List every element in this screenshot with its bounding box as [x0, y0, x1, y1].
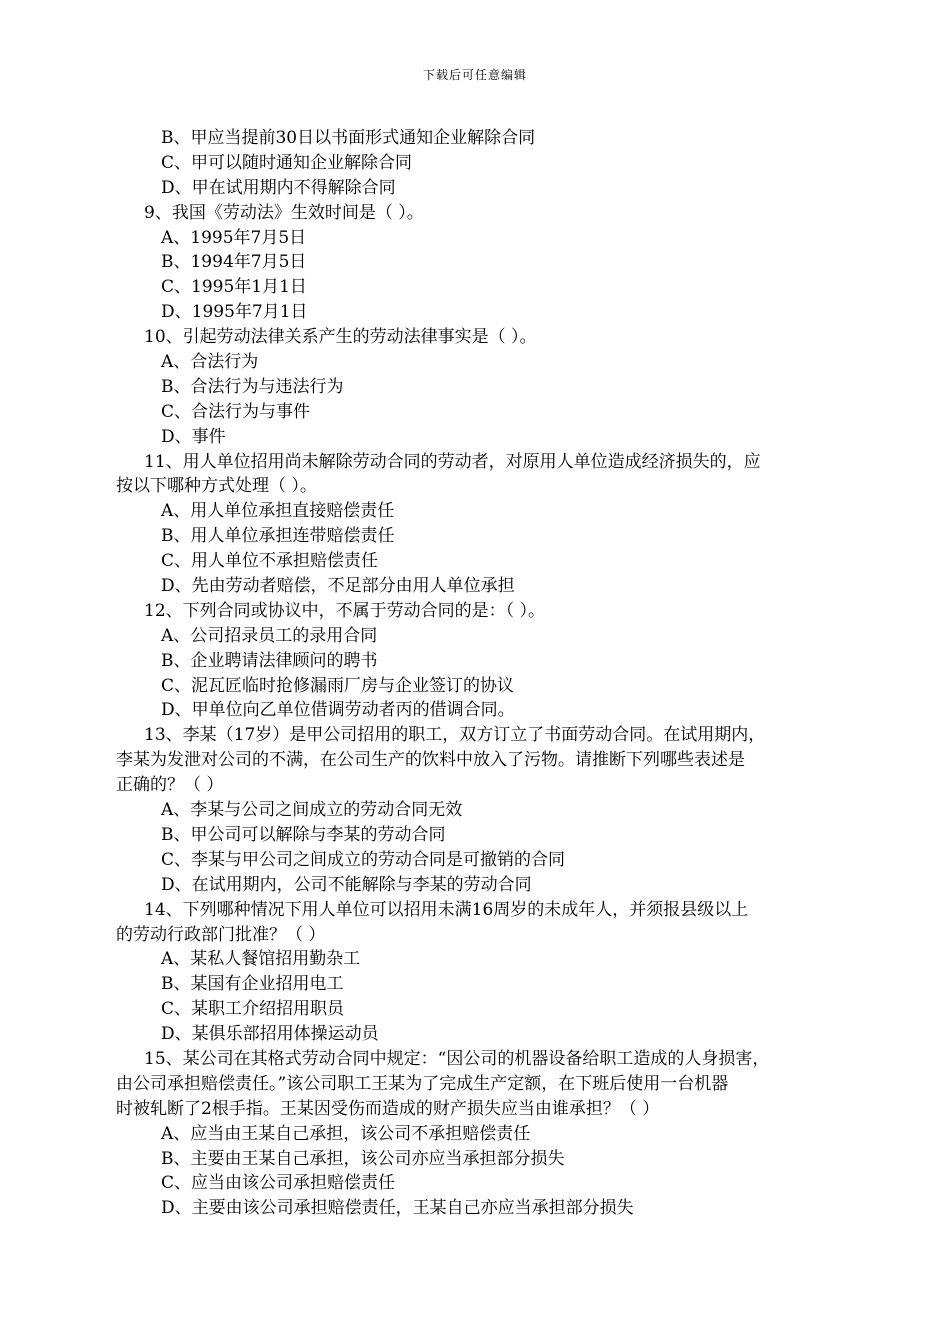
- q8-option-b: B、甲应当提前30日以书面形式通知企业解除合同: [161, 128, 536, 148]
- q11-stem-line1: 11、用人单位招用尚未解除劳动合同的劳动者，对原用人单位造成经济损失的，应: [144, 451, 761, 472]
- q13-stem-line1: 13、李某（17岁）是甲公司招用的职工，双方订立了书面劳动合同。在试用期内，: [144, 725, 766, 746]
- q9-stem: 9、我国《劳动法》生效时间是（ ）。: [144, 202, 424, 223]
- q10-stem: 10、引起劳动法律关系产生的劳动法律事实是（ ）。: [144, 327, 537, 348]
- q14-stem-line2: 的劳动行政部门批准？（ ）: [116, 924, 326, 945]
- q11-option-d: D、先由劳动者赔偿，不足部分由用人单位承担: [161, 576, 515, 597]
- q8-option-c: C、甲可以随时通知企业解除合同: [161, 152, 413, 173]
- q10-option-c: C、合法行为与事件: [161, 401, 311, 422]
- q13-stem-line2: 李某为发泄对公司的不满，在公司生产的饮料中放入了污物。请推断下列哪些表述是: [116, 750, 745, 771]
- page-header: 下载后可任意编辑: [422, 68, 527, 82]
- q12-stem: 12、下列合同或协议中，不属于劳动合同的是：（ ）。: [144, 600, 546, 621]
- q13-stem-line3: 正确的？（ ）: [116, 775, 224, 796]
- q14-stem-line1: 14、下列哪种情况下用人单位可以招用未满16周岁的未成年人，并须报县级以上: [144, 899, 749, 920]
- q13-option-d: D、在试用期内，公司不能解除与李某的劳动合同: [161, 874, 532, 895]
- q13-option-c: C、李某与甲公司之间成立的劳动合同是可撤销的合同: [161, 849, 566, 870]
- q14-option-b: B、某国有企业招用电工: [161, 974, 344, 995]
- q15-option-b: B、主要由王某自己承担，该公司亦应当承担部分损失: [161, 1148, 565, 1169]
- q11-stem-line2: 按以下哪种方式处理（ ）。: [116, 476, 317, 497]
- q15-stem-line2: 由公司承担赔偿责任。”该公司职工王某为了完成生产定额，在下班后使用一台机器: [116, 1073, 729, 1094]
- q10-option-d: D、事件: [161, 426, 226, 447]
- q11-option-a: A、用人单位承担直接赔偿责任: [161, 501, 395, 522]
- q11-option-b: B、用人单位承担连带赔偿责任: [161, 526, 395, 547]
- q12-option-d: D、甲单位向乙单位借调劳动者丙的借调合同。: [161, 700, 515, 721]
- q15-option-a: A、应当由王某自己承担，该公司不承担赔偿责任: [161, 1123, 531, 1144]
- q12-option-b: B、企业聘请法律顾问的聘书: [161, 650, 378, 671]
- q11-option-c: C、用人单位不承担赔偿责任: [161, 551, 379, 572]
- q9-option-d: D、1995年7月1日: [161, 302, 308, 323]
- q14-option-a: A、某私人餐馆招用勤杂工: [161, 949, 361, 970]
- q15-stem-line1: 15、某公司在其格式劳动合同中规定：“因公司的机器设备给职工造成的人身损害，: [144, 1048, 770, 1069]
- q14-option-d: D、某俱乐部招用体操运动员: [161, 1024, 379, 1045]
- q9-option-b: B、1994年7月5日: [161, 252, 307, 273]
- q9-option-a: A、1995年7月5日: [161, 227, 307, 248]
- q12-option-c: C、泥瓦匠临时抢修漏雨厂房与企业签订的协议: [161, 675, 515, 696]
- q9-option-c: C、1995年1月1日: [161, 277, 307, 298]
- q12-option-a: A、公司招录员工的录用合同: [161, 625, 378, 646]
- q15-option-c: C、应当由该公司承担赔偿责任: [161, 1173, 396, 1194]
- q10-option-b: B、合法行为与违法行为: [161, 376, 344, 397]
- q13-option-b: B、甲公司可以解除与李某的劳动合同: [161, 824, 446, 845]
- q10-option-a: A、合法行为: [161, 352, 259, 373]
- q15-stem-line3: 时被轧断了2根手指。王某因受伤而造成的财产损失应当由谁承担？（ ）: [116, 1098, 660, 1119]
- q14-option-c: C、某职工介绍招用职员: [161, 999, 345, 1020]
- q13-option-a: A、李某与公司之间成立的劳动合同无效: [161, 800, 463, 821]
- q8-option-d: D、甲在试用期内不得解除合同: [161, 177, 396, 198]
- question-list: [116, 126, 836, 1221]
- q15-option-d: D、主要由该公司承担赔偿责任，王某自己亦应当承担部分损失: [161, 1198, 634, 1219]
